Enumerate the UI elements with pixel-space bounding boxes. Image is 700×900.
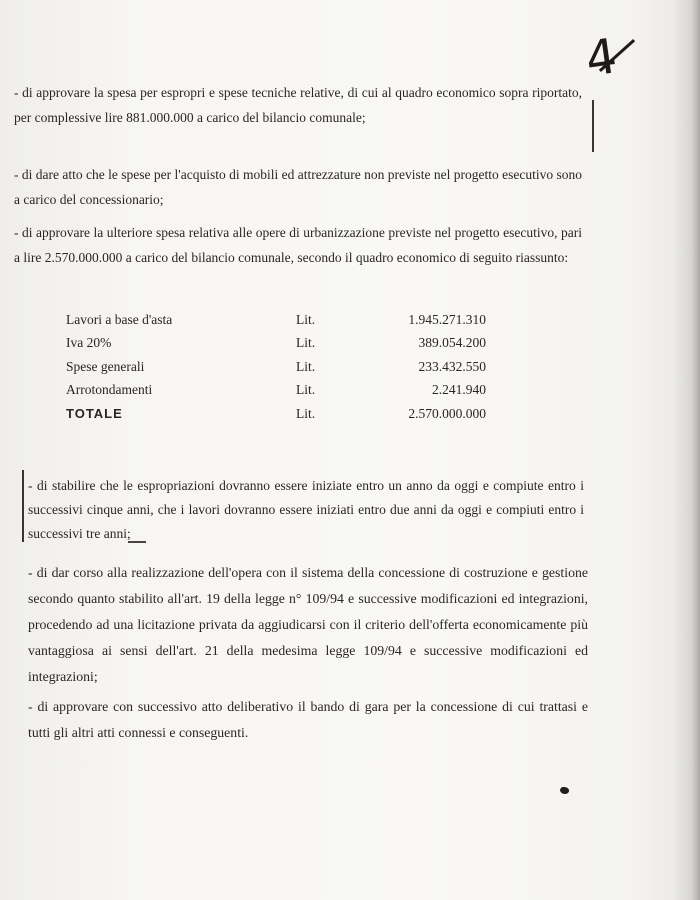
- paragraph-espropri: - di approvare la spesa per espropri e spese tecniche relative, di cui al quadro economico sopra riportato, per complessive lire 881.000.000 a carico del bilancio comunale;: [14, 85, 582, 125]
- ink-blot: [559, 786, 570, 796]
- table-row: [66, 355, 486, 379]
- row-amount: 233.432.550: [418, 358, 486, 374]
- paragraph-urbanizzazione: - di approvare la ulteriore spesa relativa alle opere di urbanizzazione previste nel progetto esecutivo, pari a lire 2.570.000.000 a carico del bilancio comunale, secondo il quadro economico di seguito riassunto:: [14, 225, 582, 265]
- table-row: [66, 379, 486, 403]
- row-currency: Lit.: [296, 382, 316, 398]
- total-label: TOTALE: [66, 406, 123, 422]
- row-currency: Lit.: [296, 311, 316, 327]
- paragraph-mobili: - di dare atto che le spese per l'acquisto di mobili ed attrezzature non previste nel progetto esecutivo sono a carico del concessionario;: [14, 167, 582, 207]
- row-currency: Lit.: [296, 335, 316, 351]
- cost-summary-table: [66, 308, 486, 426]
- row-amount: 1.945.271.310: [408, 311, 486, 327]
- margin-mark-left: [22, 470, 24, 542]
- row-currency: Lit.: [296, 358, 316, 374]
- row-label: Iva 20%: [66, 335, 112, 351]
- row-label: Spese generali: [66, 358, 145, 374]
- row-amount: 2.241.940: [432, 382, 486, 398]
- paragraph-concessione: - di dar corso alla realizzazione dell'opera con il sistema della concessione di costruzione e gestione secondo quanto stabilito all'art. 19 della legge n° 109/94 e successive modificazioni ed integrazioni, procedendo ad una licitazione privata da aggiudicarsi con il criterio dell'offerta economicamente più vantaggiosa ai sensi dell'art. 21 della medesima legge 109/94 e successive modificazioni ed integrazioni;: [28, 565, 588, 684]
- paragraph-bando: - di approvare con successivo atto deliberativo il bando di gara per la concessione di cui trattasi e tutti gli altri atti connessi e conseguenti.: [28, 699, 588, 740]
- row-label: Arrotondamenti: [66, 382, 153, 398]
- row-label: Lavori a base d'asta: [66, 311, 173, 327]
- row-currency: Lit.: [296, 405, 316, 421]
- page-edge-shadow: [672, 0, 700, 900]
- row-amount: 389.054.200: [418, 335, 486, 351]
- table-row: [66, 308, 486, 332]
- paragraph-tempistiche: - di stabilire che le espropriazioni dovranno essere iniziate entro un anno da oggi e compiute entro i successivi cinque anni, che i lavori dovranno essere iniziati entro due anni da oggi e compiuti entro i successivi tre anni;: [28, 478, 584, 541]
- handwritten-dash: [128, 541, 146, 543]
- total-amount: 2.570.000.000: [408, 405, 486, 421]
- table-row-total: [66, 402, 486, 426]
- table-row: [66, 332, 486, 356]
- handwritten-page-number: 4: [582, 28, 621, 88]
- margin-mark-right: [592, 100, 594, 152]
